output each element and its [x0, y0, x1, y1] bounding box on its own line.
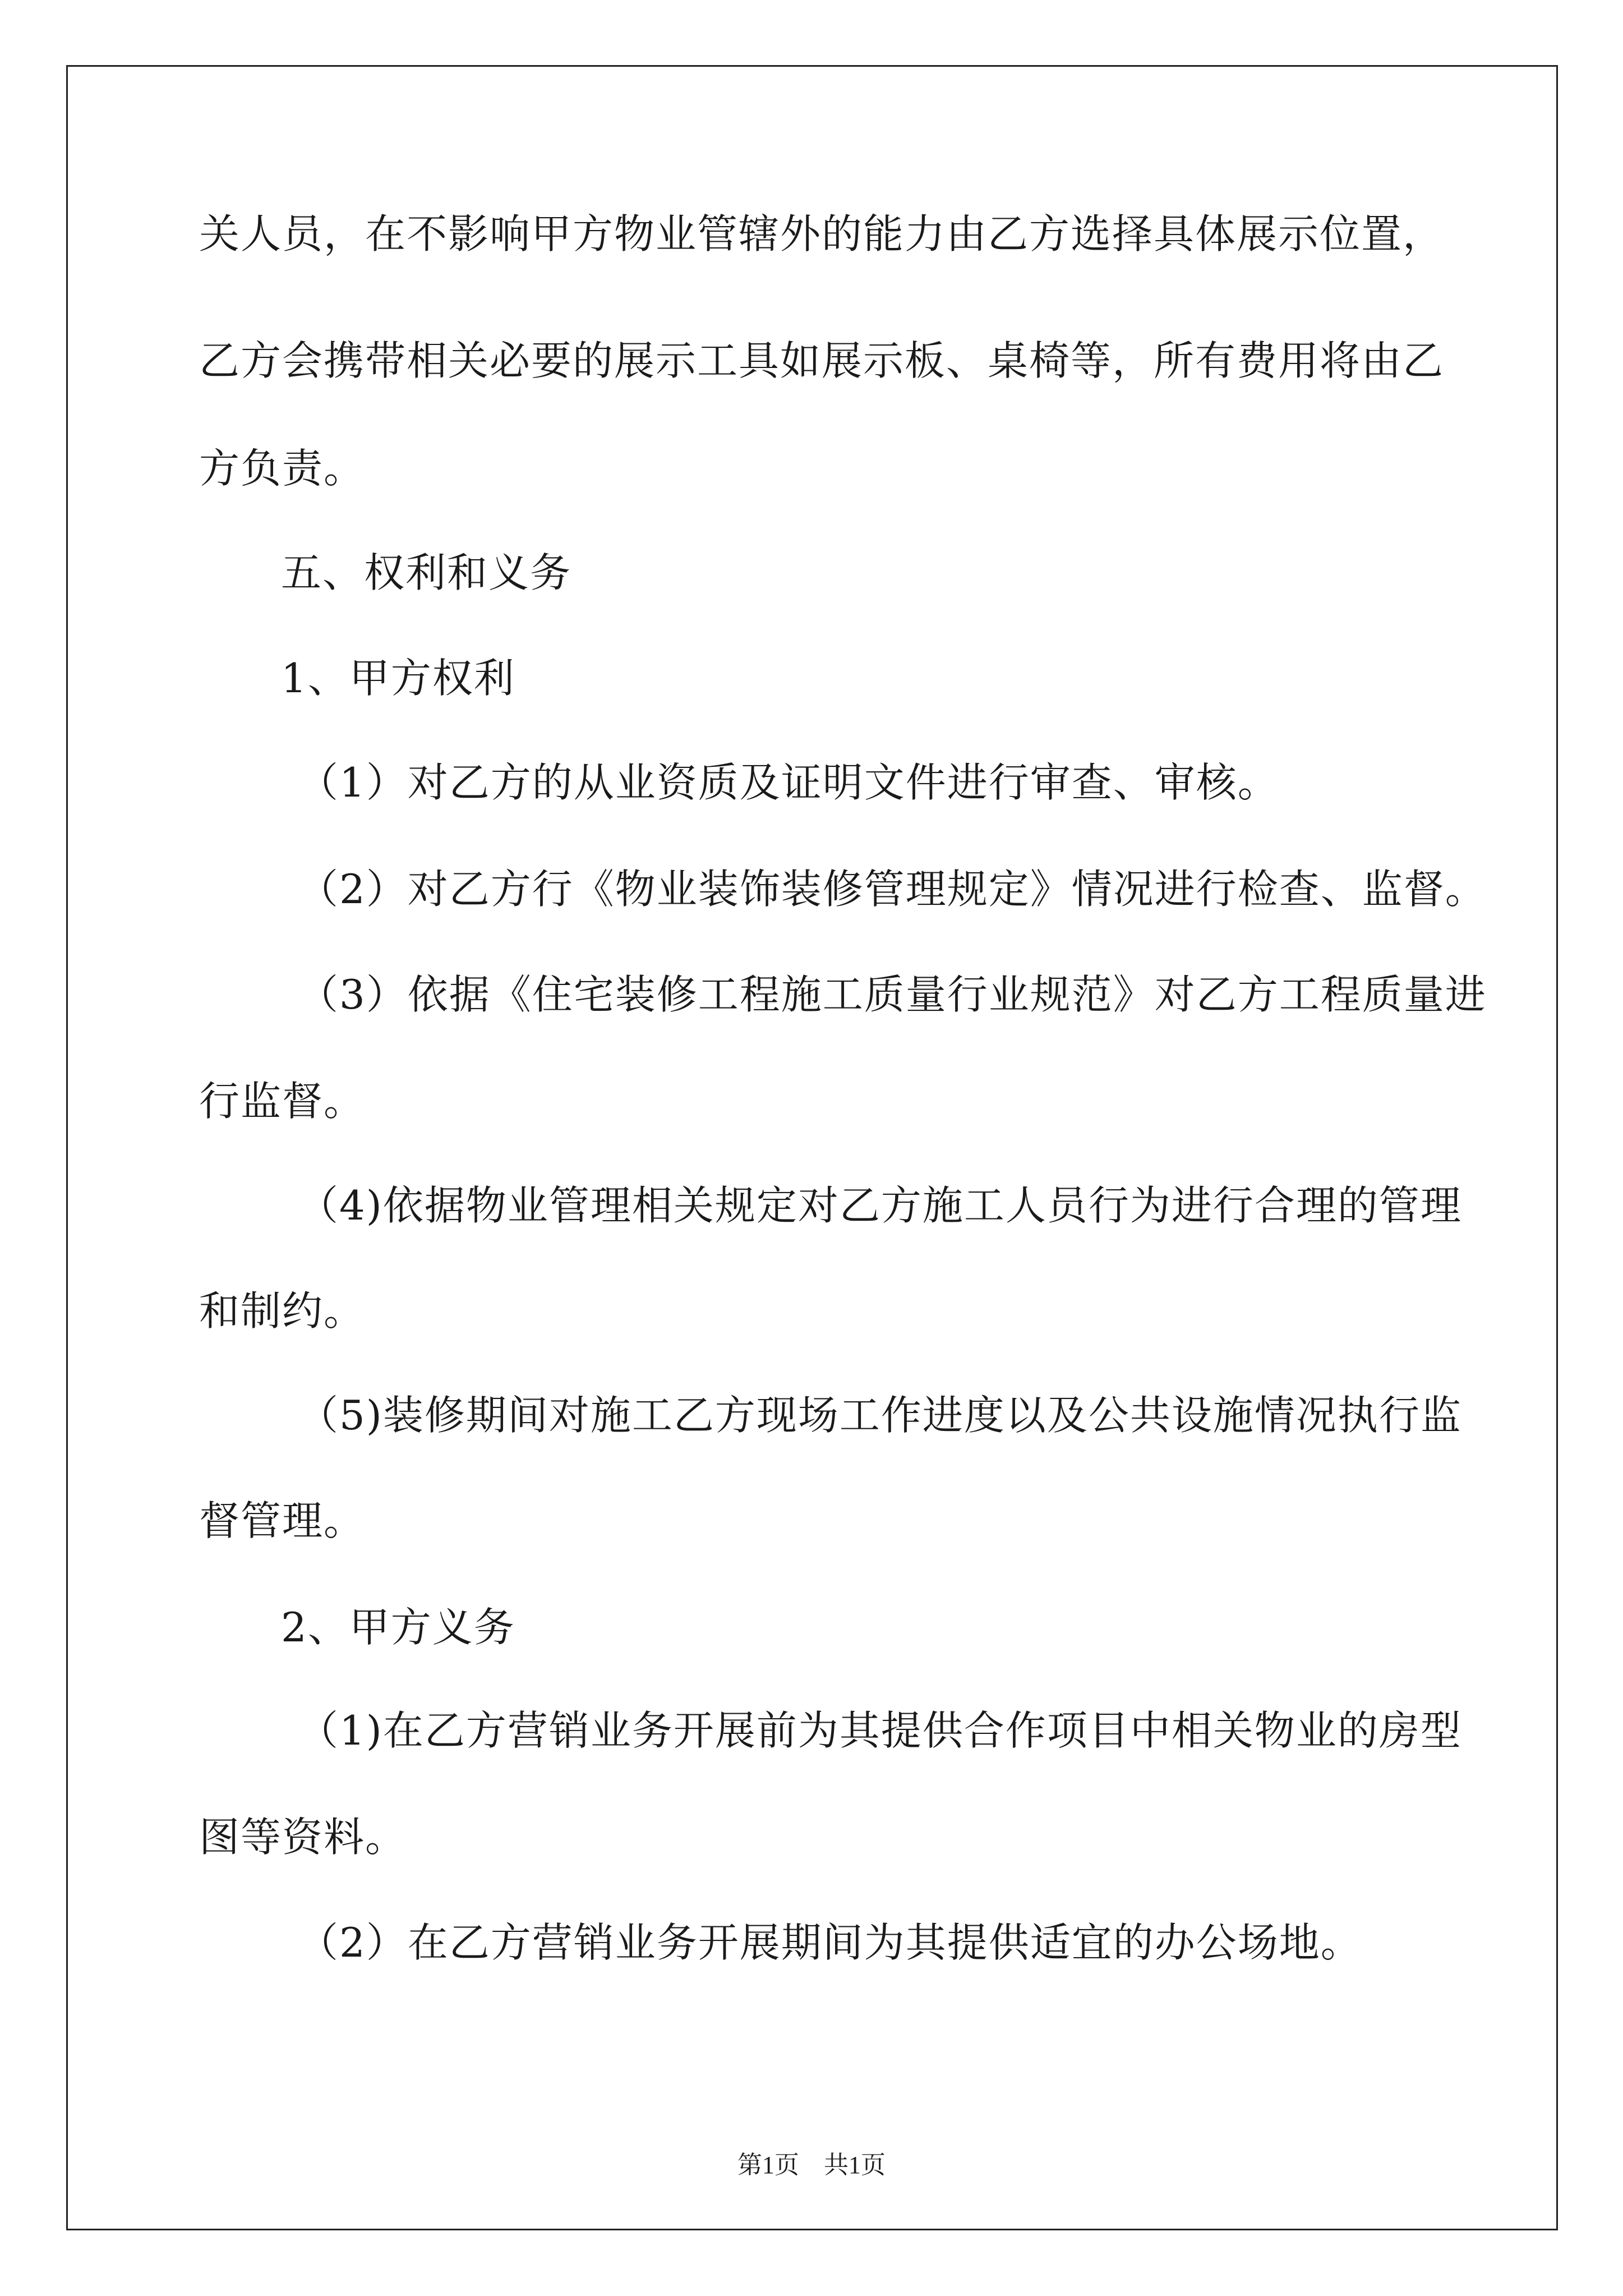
list-item: （1)在乙方营销业务开展前为其提供合作项目中相关物业的房型	[298, 1707, 1462, 1754]
subsection-heading: 2、甲方义务	[281, 1604, 515, 1651]
list-item: （3）依据《住宅装修工程施工质量行业规范》对乙方工程质量进	[298, 971, 1487, 1018]
page-footer: 第1页 共1页	[737, 2151, 886, 2179]
list-item: （4)依据物业管理相关规定对乙方施工人员行为进行合理的管理	[298, 1182, 1462, 1229]
list-item-continuation: 行监督。	[199, 1078, 366, 1125]
paragraph-line: 关人员，在不影响甲方物业管辖外的能力由乙方选择具体展示位置，	[199, 210, 1445, 257]
list-item: （1）对乙方的从业资质及证明文件进行审查、审核。	[298, 759, 1279, 806]
list-item-continuation: 图等资料。	[199, 1814, 407, 1861]
section-heading: 五、权利和义务	[281, 549, 572, 596]
page-border	[66, 65, 1558, 2230]
paragraph-line: 乙方会携带相关必要的展示工具如展示板、桌椅等，所有费用将由乙	[199, 337, 1445, 384]
list-item: （2）对乙方行《物业装饰装修管理规定》情况进行检查、监督。	[298, 866, 1487, 913]
list-item: （2）在乙方营销业务开展期间为其提供适宜的办公场地。	[298, 1919, 1362, 1966]
subsection-heading: 1、甲方权利	[281, 655, 515, 702]
paragraph-line: 方负责。	[199, 445, 366, 492]
list-item-continuation: 督管理。	[199, 1497, 366, 1544]
list-item-continuation: 和制约。	[199, 1287, 366, 1335]
list-item: （5)装修期间对施工乙方现场工作进度以及公共设施情况执行监	[298, 1392, 1462, 1439]
